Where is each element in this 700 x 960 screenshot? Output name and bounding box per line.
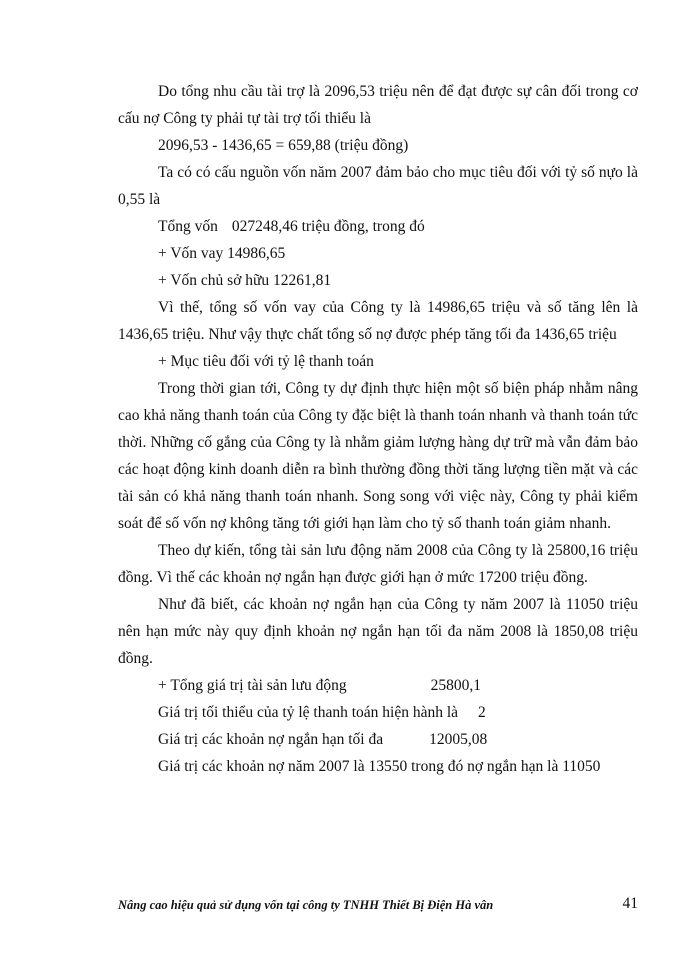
paragraph-funding-need: Do tổng nhu cầu tài trợ là 2096,53 triệu nên để đạt được sự cân đối trong cơ cấu nợ Công ty phải tự tài trợ tối thiểu là	[118, 83, 638, 127]
min-ratio-row	[118, 699, 638, 726]
current-assets-label: + Tổng giá trị tài sản lưu động	[158, 677, 347, 694]
page-footer	[118, 895, 638, 914]
total-capital-label: Tổng vốn	[158, 218, 218, 235]
max-debt-label: Giá trị các khoản nợ ngắn hạn tối đa	[158, 731, 384, 748]
max-debt-row	[118, 726, 638, 753]
footer-title: Nâng cao hiệu quả sử dụng vốn tại công ty TNHH Thiết Bị Điện Hà vân	[118, 898, 494, 912]
min-ratio-label: Giá trị tối thiểu của tỷ lệ thanh toán hiện hành là	[158, 704, 459, 721]
equity-line: + Vốn chủ sở hữu 12261,81	[158, 272, 332, 289]
paragraph-payment-measures: Trong thời gian tới, Công ty dự định thực hiện một số biện pháp nhằm nâng cao khả năng thanh toán của Công ty đặc biệt là thanh toán nhanh và thanh toán tức thời. Những cố gắng của Công ty là nhằm giảm lượng hàng dự trữ mà vẫn đảm bảo các hoạt động kinh doanh diễn ra bình thường đồng thời tăng lượng tiền mặt và các tài sản có khả năng thanh toán nhanh. Song song với việc này, Công ty phải kiểm soát để số vốn nợ không tăng tới giới hạn làm cho tỷ số thanh toán giảm nhanh.	[118, 380, 638, 532]
current-assets-row	[118, 672, 638, 699]
loan-capital-line: + Vốn vay 14986,65	[158, 245, 286, 262]
paragraph-forecast: Theo dự kiến, tổng tài sản lưu động năm 2008 của Công ty là 25800,16 triệu đồng. Vì thế các khoản nợ ngắn hạn được giới hạn ở mức 17200 triệu đồng.	[118, 542, 638, 586]
body-text	[118, 78, 638, 780]
current-assets-value: 25800,1	[430, 677, 482, 694]
page-number: 41	[622, 895, 638, 912]
min-ratio-value: 2	[478, 704, 486, 721]
total-capital-value: 027248,46 triệu đồng, trong đó	[231, 218, 425, 235]
total-capital-line	[118, 213, 638, 240]
debt-2007-line: Giá trị các khoản nợ năm 2007 là 13550 trong đó nợ ngắn hạn là 11050	[158, 758, 601, 775]
paragraph-capital-structure: Ta có có cấu nguồn vốn năm 2007 đảm bảo cho mục tiêu đối với tỷ số nựo là 0,55 là	[118, 164, 638, 208]
payment-ratio-heading: + Mục tiêu đối với tỷ lệ thanh toán	[158, 353, 374, 370]
paragraph-loan-increase: Vì thế, tổng số vốn vay của Công ty là 14986,65 triệu và số tăng lên là 1436,65 triệu. Như vậy thực chất tổng số nợ được phép tăng tối đa 1436,65 triệu	[118, 299, 638, 343]
max-debt-value: 12005,08	[429, 731, 488, 748]
formula-line: 2096,53 - 1436,65 = 659,88 (triệu đồng)	[158, 137, 409, 154]
paragraph-short-term-debt: Như đã biết, các khoản nợ ngắn hạn của Công ty năm 2007 là 11050 triệu nên hạn mức này quy định khoản nợ ngắn hạn tối đa năm 2008 là 1850,08 triệu đồng.	[118, 596, 638, 667]
